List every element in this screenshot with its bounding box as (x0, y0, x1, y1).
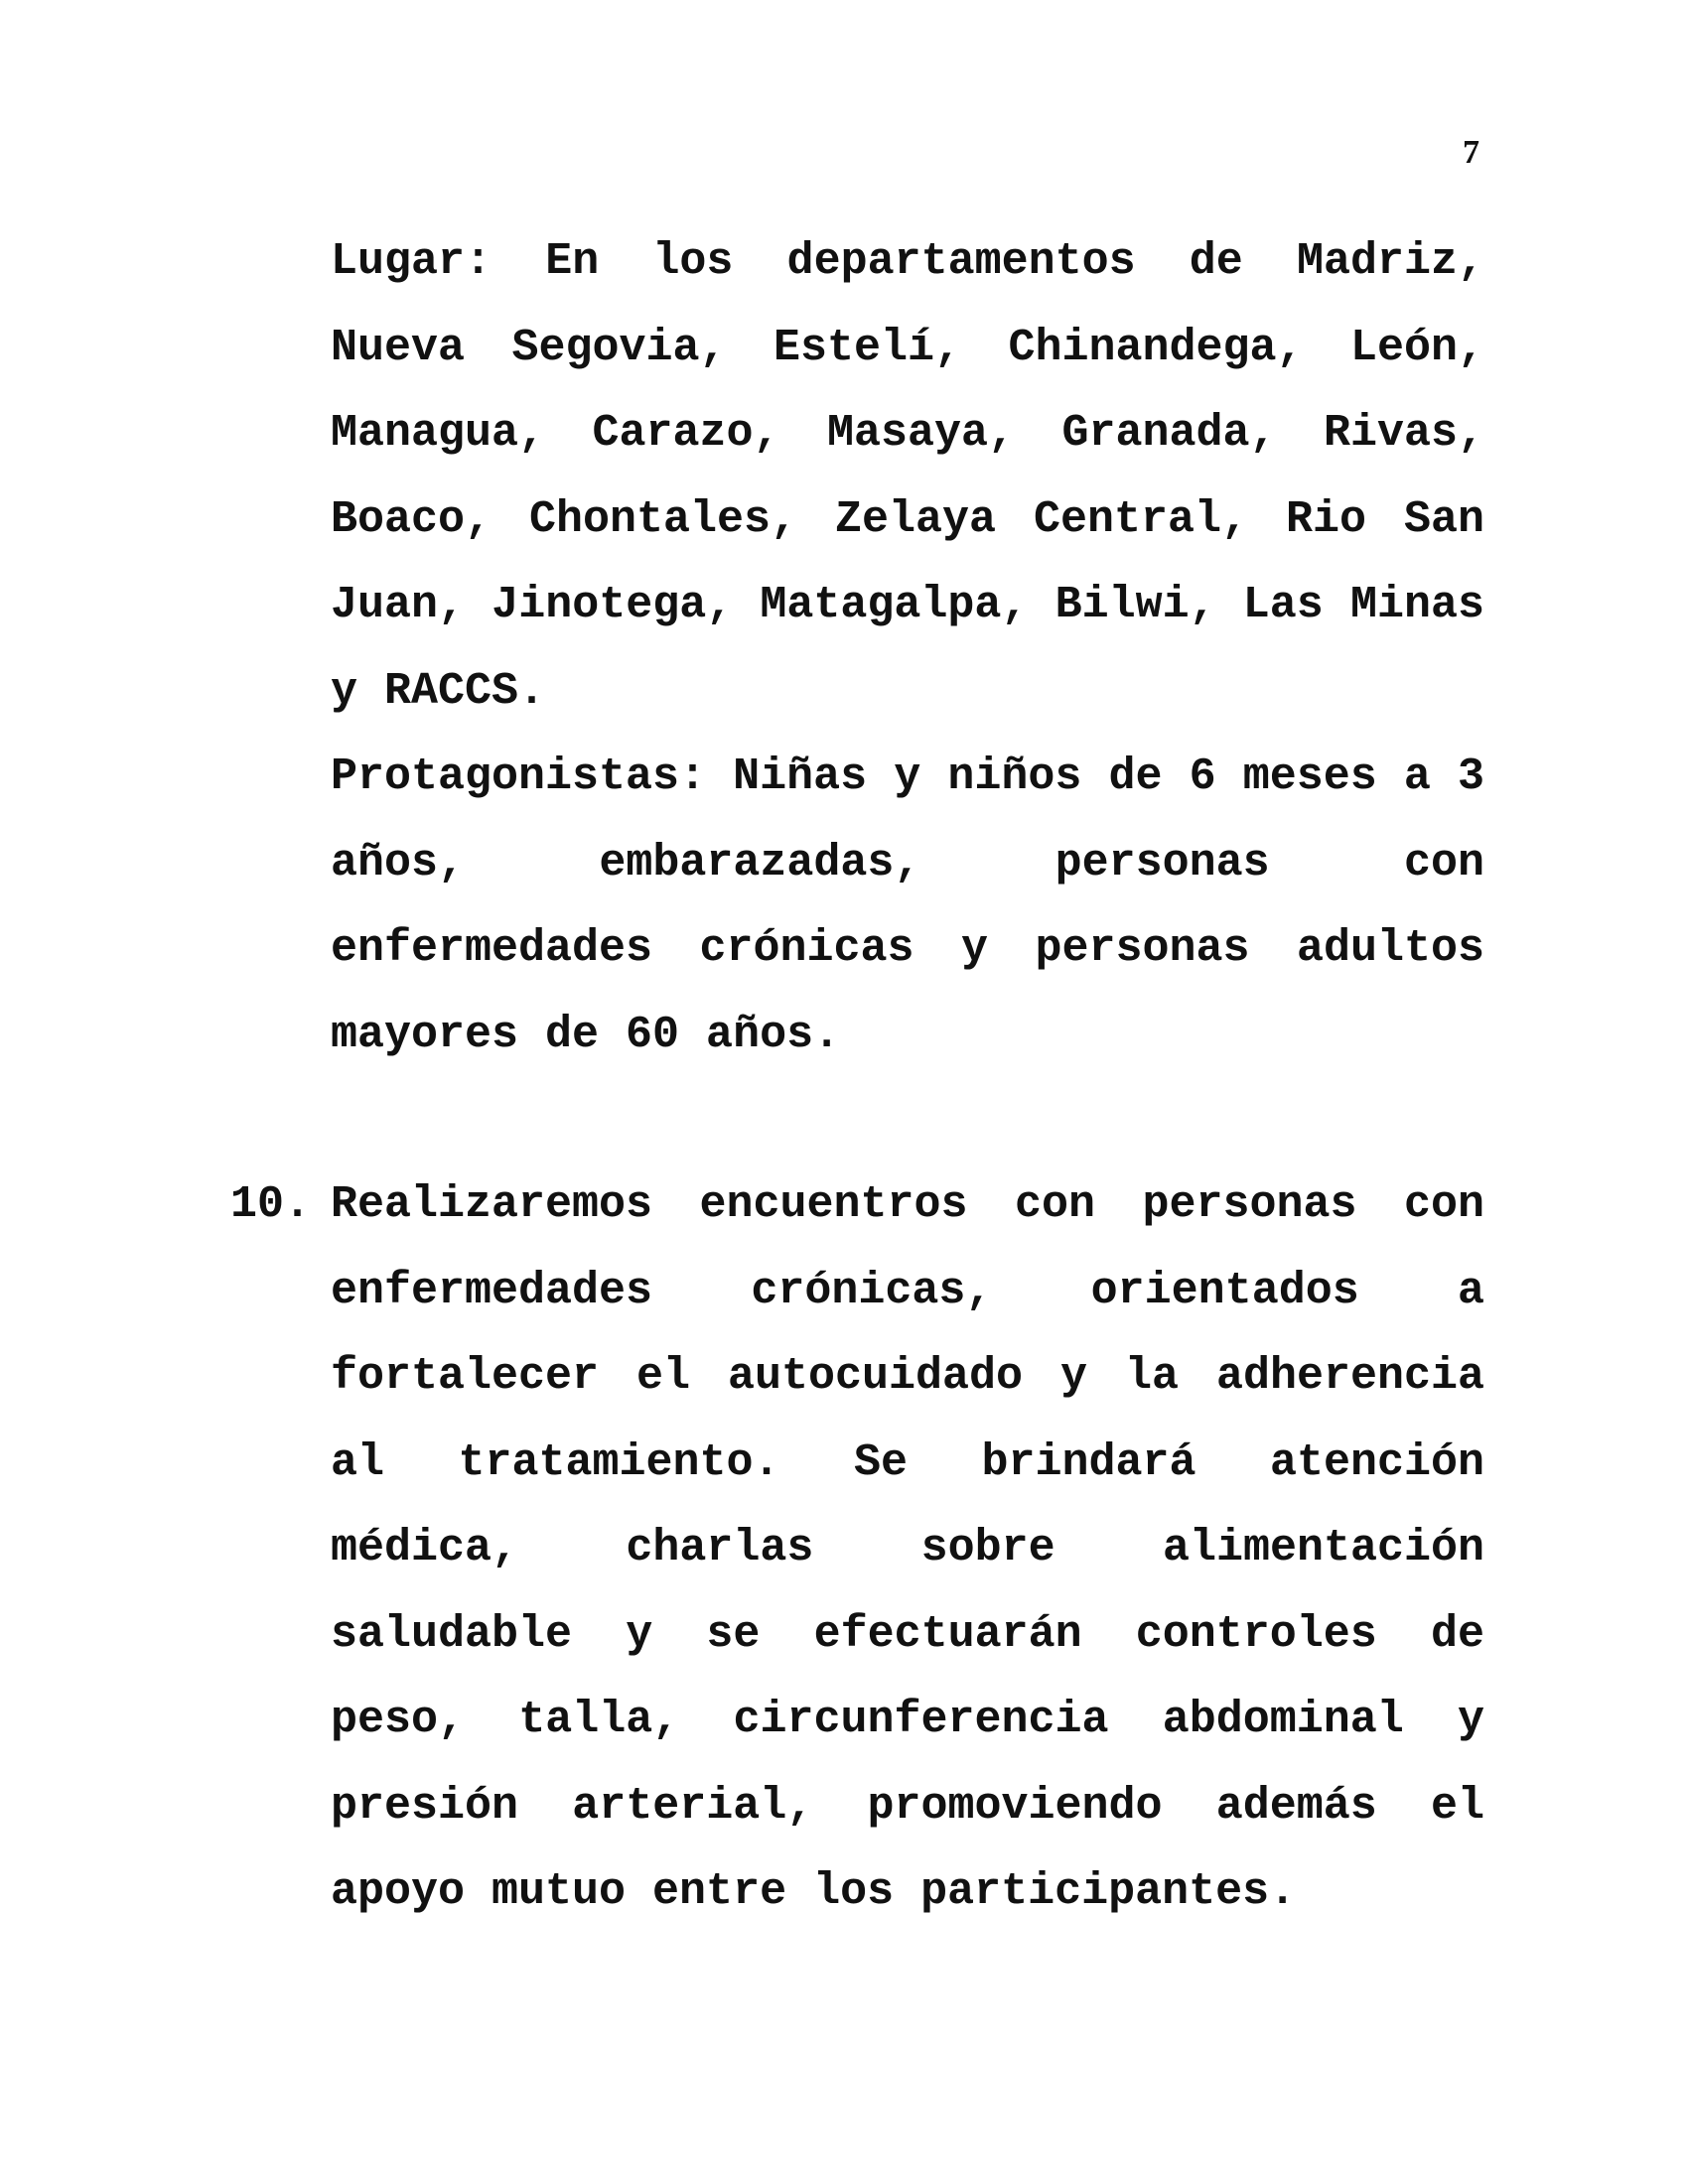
page-number: 7 (1463, 134, 1479, 171)
lugar-paragraph: Lugar: En los departamentos de Madriz, Nueva Segovia, Estelí, Chinandega, León, Managua, Carazo, Masaya, Granada, Rivas, Boaco, Chontales, Zelaya Central, Rio San Juan, Jinotega, Matagalpa, Bilwi, Las Minas y RACCS. (331, 236, 1484, 717)
list-item-10 (331, 1162, 1484, 1936)
lugar-section (331, 219, 1484, 1078)
list-item-number: 10. (230, 1179, 312, 1230)
item10-paragraph: Realizaremos encuentros con personas con enfermedades crónicas, orientados a fortalecer el autocuidado y la adherencia al tratamiento. Se brindará atención médica, charlas sobre alimentación saludable y se efectuarán controles de peso, talla, circunferencia abdominal y presión arterial, promoviendo además el apoyo mutuo entre los participantes. (331, 1179, 1484, 1917)
protagonistas-paragraph: Protagonistas: Niñas y niños de 6 meses a 3 años, embarazadas, personas con enfermedades crónicas y personas adultos mayores de 60 años. (331, 751, 1484, 1060)
